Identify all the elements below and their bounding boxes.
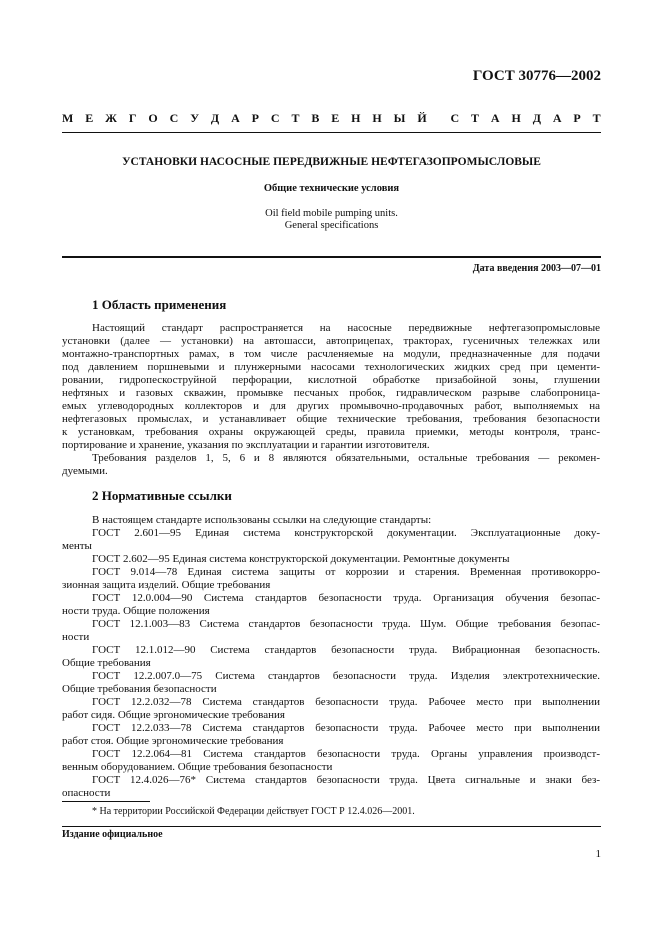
- document-subtitle: Общие технические условия: [263, 183, 400, 194]
- section-1-line: Требования разделов 1, 5, 6 и 8 являются обязательными, остальные требования — рекомен-: [92, 452, 600, 464]
- standard-type-letter: Ж: [105, 111, 117, 125]
- section-2-heading: 2 Нормативные ссылки: [92, 488, 232, 503]
- standard-type-heading: [62, 111, 601, 126]
- edition-divider: [62, 826, 601, 827]
- reference-line: ГОСТ 9.014—78 Единая система защиты от коррозии и старения. Временная противокорро-: [92, 566, 600, 578]
- section-1-line: ровании, гидропескоструйной перфорации, кислотной обработке призабойной зоны, глушении: [62, 374, 600, 386]
- section-2-line: В настоящем стандарте использованы ссылки на следующие стандарты:: [92, 514, 432, 526]
- reference-line: Общие требования: [62, 657, 151, 669]
- standard-type-letter: А: [490, 111, 500, 125]
- standard-type-letter: Н: [511, 111, 521, 125]
- gost-number: ГОСТ 30776—2002: [472, 68, 601, 84]
- section-1-line: емых углеводородных коллекторов и для других промывочно-продавочных работ, выполняемых на: [62, 400, 600, 412]
- section-1-line: дуемыми.: [62, 465, 108, 477]
- standard-type-letter: Й: [417, 111, 427, 125]
- standard-type-letter: А: [231, 111, 240, 125]
- section-1-line: монтажно-транспортных рамах, в том числе расчленяемые на модули, предназначенные для подачи: [62, 348, 600, 360]
- standard-type-letter: Т: [291, 111, 300, 125]
- reference-line: ности труда. Общие положения: [62, 605, 210, 617]
- standard-type-letter: С: [450, 111, 460, 125]
- reference-line: ГОСТ 12.1.003—83 Система стандартов безопасности труда. Шум. Общие требования безопас-: [92, 618, 600, 630]
- standard-type-letter: Д: [532, 111, 541, 125]
- reference-line: венным оборудованием. Общие требования безопасности: [62, 761, 333, 773]
- section-1-line: под давлением поршневыми и плунжерными насосами технологических жидких сред при цементи-: [62, 361, 600, 373]
- section-1-line: нефтегазовых промыслах, и устанавливает общие технические требования, требования безопасности: [62, 413, 600, 425]
- introduction-date: Дата введения 2003—07—01: [472, 263, 601, 274]
- footnote-divider: [62, 801, 150, 802]
- standard-type-letter: Е: [331, 111, 340, 125]
- standard-type-letter: С: [270, 111, 280, 125]
- standard-type-letter: Д: [210, 111, 220, 125]
- reference-line: Общие требования безопасности: [62, 683, 217, 695]
- reference-line: работ стоя. Общие эргономические требования: [62, 735, 284, 747]
- section-1-line: установки (далее — установки) на автошасси, автоприцепах, тракторах, гусеничных тележках или: [62, 335, 600, 347]
- title-divider: [62, 256, 601, 258]
- standard-type-letter: М: [62, 111, 74, 125]
- standard-type-letter: О: [148, 111, 158, 125]
- reference-line: ГОСТ 12.2.007.0—75 Система стандартов безопасности труда. Изделия электротехнические.: [92, 670, 600, 682]
- header-divider: [62, 132, 601, 133]
- reference-line: менты: [62, 540, 92, 552]
- reference-line: работ сидя. Общие эргономические требования: [62, 709, 285, 721]
- page-number: 1: [595, 848, 601, 860]
- standard-type-letter: С: [169, 111, 179, 125]
- standard-type-letter: Г: [128, 111, 137, 125]
- english-title-line-1: Oil field mobile pumping units.: [265, 208, 398, 219]
- reference-line: ГОСТ 12.2.064—81 Система стандартов безопасности труда. Органы управления производст-: [92, 748, 600, 760]
- reference-line: ГОСТ 12.4.026—76* Система стандартов безопасности труда. Цвета сигнальные и знаки без-: [92, 774, 600, 786]
- standard-type-letter: В: [311, 111, 320, 125]
- reference-line: опасности: [62, 787, 111, 799]
- standard-type-letter: Ы: [393, 111, 406, 125]
- footnote: * На территории Российской Федерации действует ГОСТ Р 12.4.026—2001.: [92, 806, 415, 817]
- standard-type-letter: Р: [573, 111, 581, 125]
- section-1-line: к установкам, требования охраны окружающей среды, правила приемки, методы контроля, транс-: [62, 426, 600, 438]
- reference-line: ГОСТ 12.0.004—90 Система стандартов безопасности труда. Организация обучения безопас-: [92, 592, 600, 604]
- section-1-line: портирование и хранение, указания по эксплуатации и гарантии изготовителя.: [62, 439, 430, 451]
- standard-type-letter: Т: [592, 111, 601, 125]
- reference-line: ности: [62, 631, 90, 643]
- reference-line: ГОСТ 12.2.033—78 Система стандартов безопасности труда. Рабочее место при выполнении: [92, 722, 600, 734]
- reference-line: ГОСТ 12.1.012—90 Система стандартов безопасности труда. Вибрационная безопасность.: [92, 644, 600, 656]
- standard-type-letter: Н: [351, 111, 361, 125]
- section-1-line: Настоящий стандарт распространяется на насосные передвижные нефтегазопромысловые: [92, 322, 600, 334]
- reference-line: ГОСТ 12.2.032—78 Система стандартов безопасности труда. Рабочее место при выполнении: [92, 696, 600, 708]
- standard-type-letter: Р: [251, 111, 259, 125]
- edition-label: Издание официальное: [62, 829, 163, 840]
- standard-type-letter: Н: [372, 111, 382, 125]
- standard-type-letter: Т: [471, 111, 480, 125]
- section-1-heading: 1 Область применения: [92, 297, 227, 312]
- english-title-line-2: General specifications: [284, 220, 379, 231]
- reference-line: зионная защита изделий. Общие требования: [62, 579, 271, 591]
- reference-line: ГОСТ 2.602—95 Единая система конструкторской документации. Ремонтные документы: [92, 553, 510, 565]
- document-title: УСТАНОВКИ НАСОСНЫЕ ПЕРЕДВИЖНЫЕ НЕФТЕГАЗОПРОМЫСЛОВЫЕ: [122, 156, 541, 168]
- standard-type-letter: У: [190, 111, 200, 125]
- standard-type-letter: А: [552, 111, 562, 125]
- reference-line: ГОСТ 2.601—95 Единая система конструкторской документации. Эксплуатационные доку-: [92, 527, 600, 539]
- section-1-line: нефтяных и газовых скважин, промывке песчаных пробок, гидравлическом разрыве слабопроница-: [62, 387, 600, 399]
- standard-type-letter: Е: [85, 111, 94, 125]
